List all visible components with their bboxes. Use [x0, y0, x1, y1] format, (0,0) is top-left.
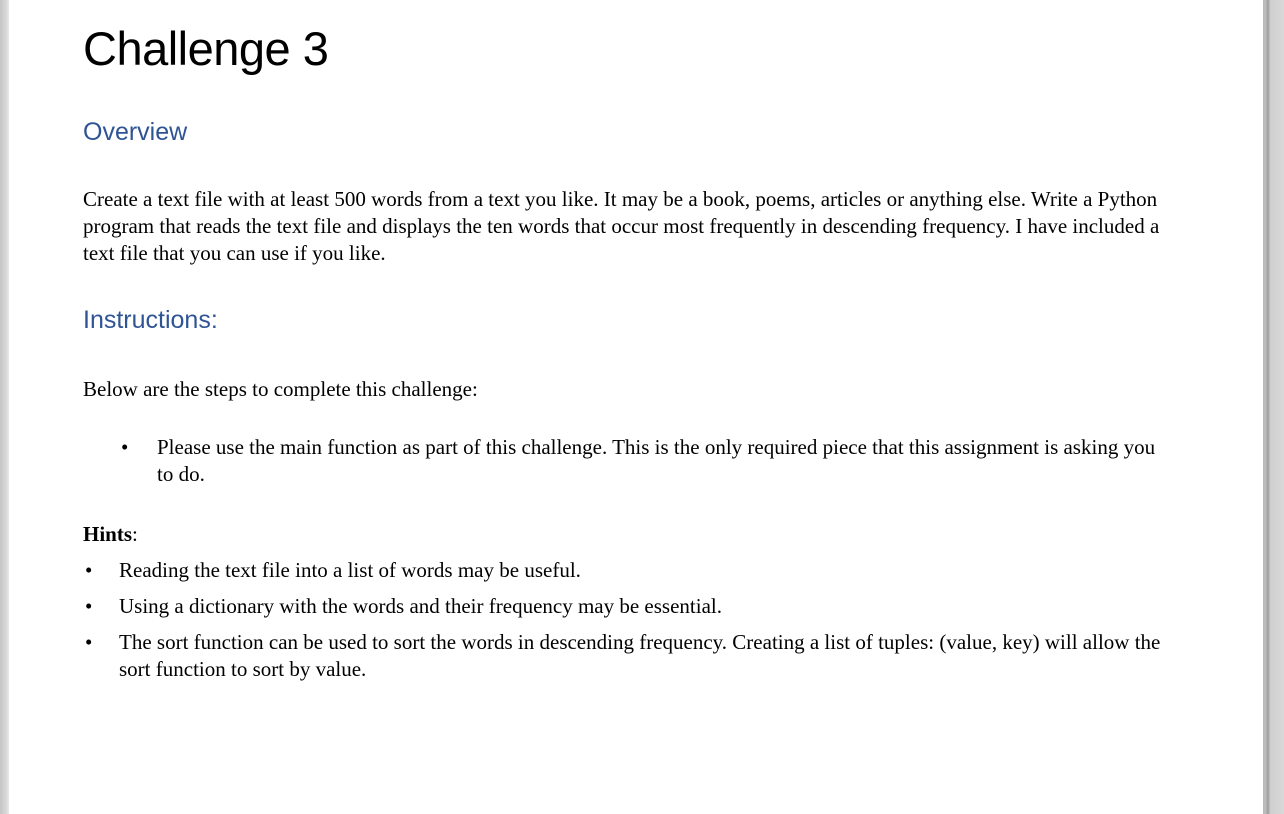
list-item [83, 557, 1173, 584]
list-item [83, 434, 1173, 488]
bullet-icon: • [121, 435, 129, 459]
hints-label-text: Hints [83, 522, 133, 546]
hints-label [83, 521, 138, 548]
page-title: Challenge 3 [83, 22, 329, 75]
hints-label-colon: : [132, 522, 138, 546]
overview-paragraph: Create a text file with at least 500 words from a text you like. It may be a book, poems, articles or anything else. Write a Python program that reads the text file and displays the ten words that occur most frequently in descending frequency. I have included a text file that you can use if you like. [83, 187, 1160, 265]
list-item [83, 593, 1173, 620]
list-item-text: Reading the text file into a list of words may be useful. [119, 558, 581, 582]
bullet-icon: • [85, 630, 93, 654]
list-item-text: The sort function can be used to sort the words in descending frequency. Creating a list of tuples: (value, key) will allow the sort function to sort by value. [119, 630, 1161, 681]
list-item-text: Please use the main function as part of this challenge. This is the only required piece that this assignment is asking you to do. [157, 435, 1156, 486]
window-edge-right [1263, 0, 1284, 814]
bullet-icon: • [85, 558, 93, 582]
instructions-intro: Below are the steps to complete this challenge: [83, 377, 478, 401]
list-item [83, 629, 1173, 683]
bullet-icon: • [85, 594, 93, 618]
overview-heading: Overview [83, 118, 188, 146]
document-page [9, 0, 1263, 814]
window-edge-left [0, 0, 9, 814]
list-item-text: Using a dictionary with the words and their frequency may be essential. [119, 594, 722, 618]
instructions-heading: Instructions: [83, 306, 218, 334]
instructions-steps-list [83, 434, 1173, 488]
hints-list [83, 557, 1173, 692]
